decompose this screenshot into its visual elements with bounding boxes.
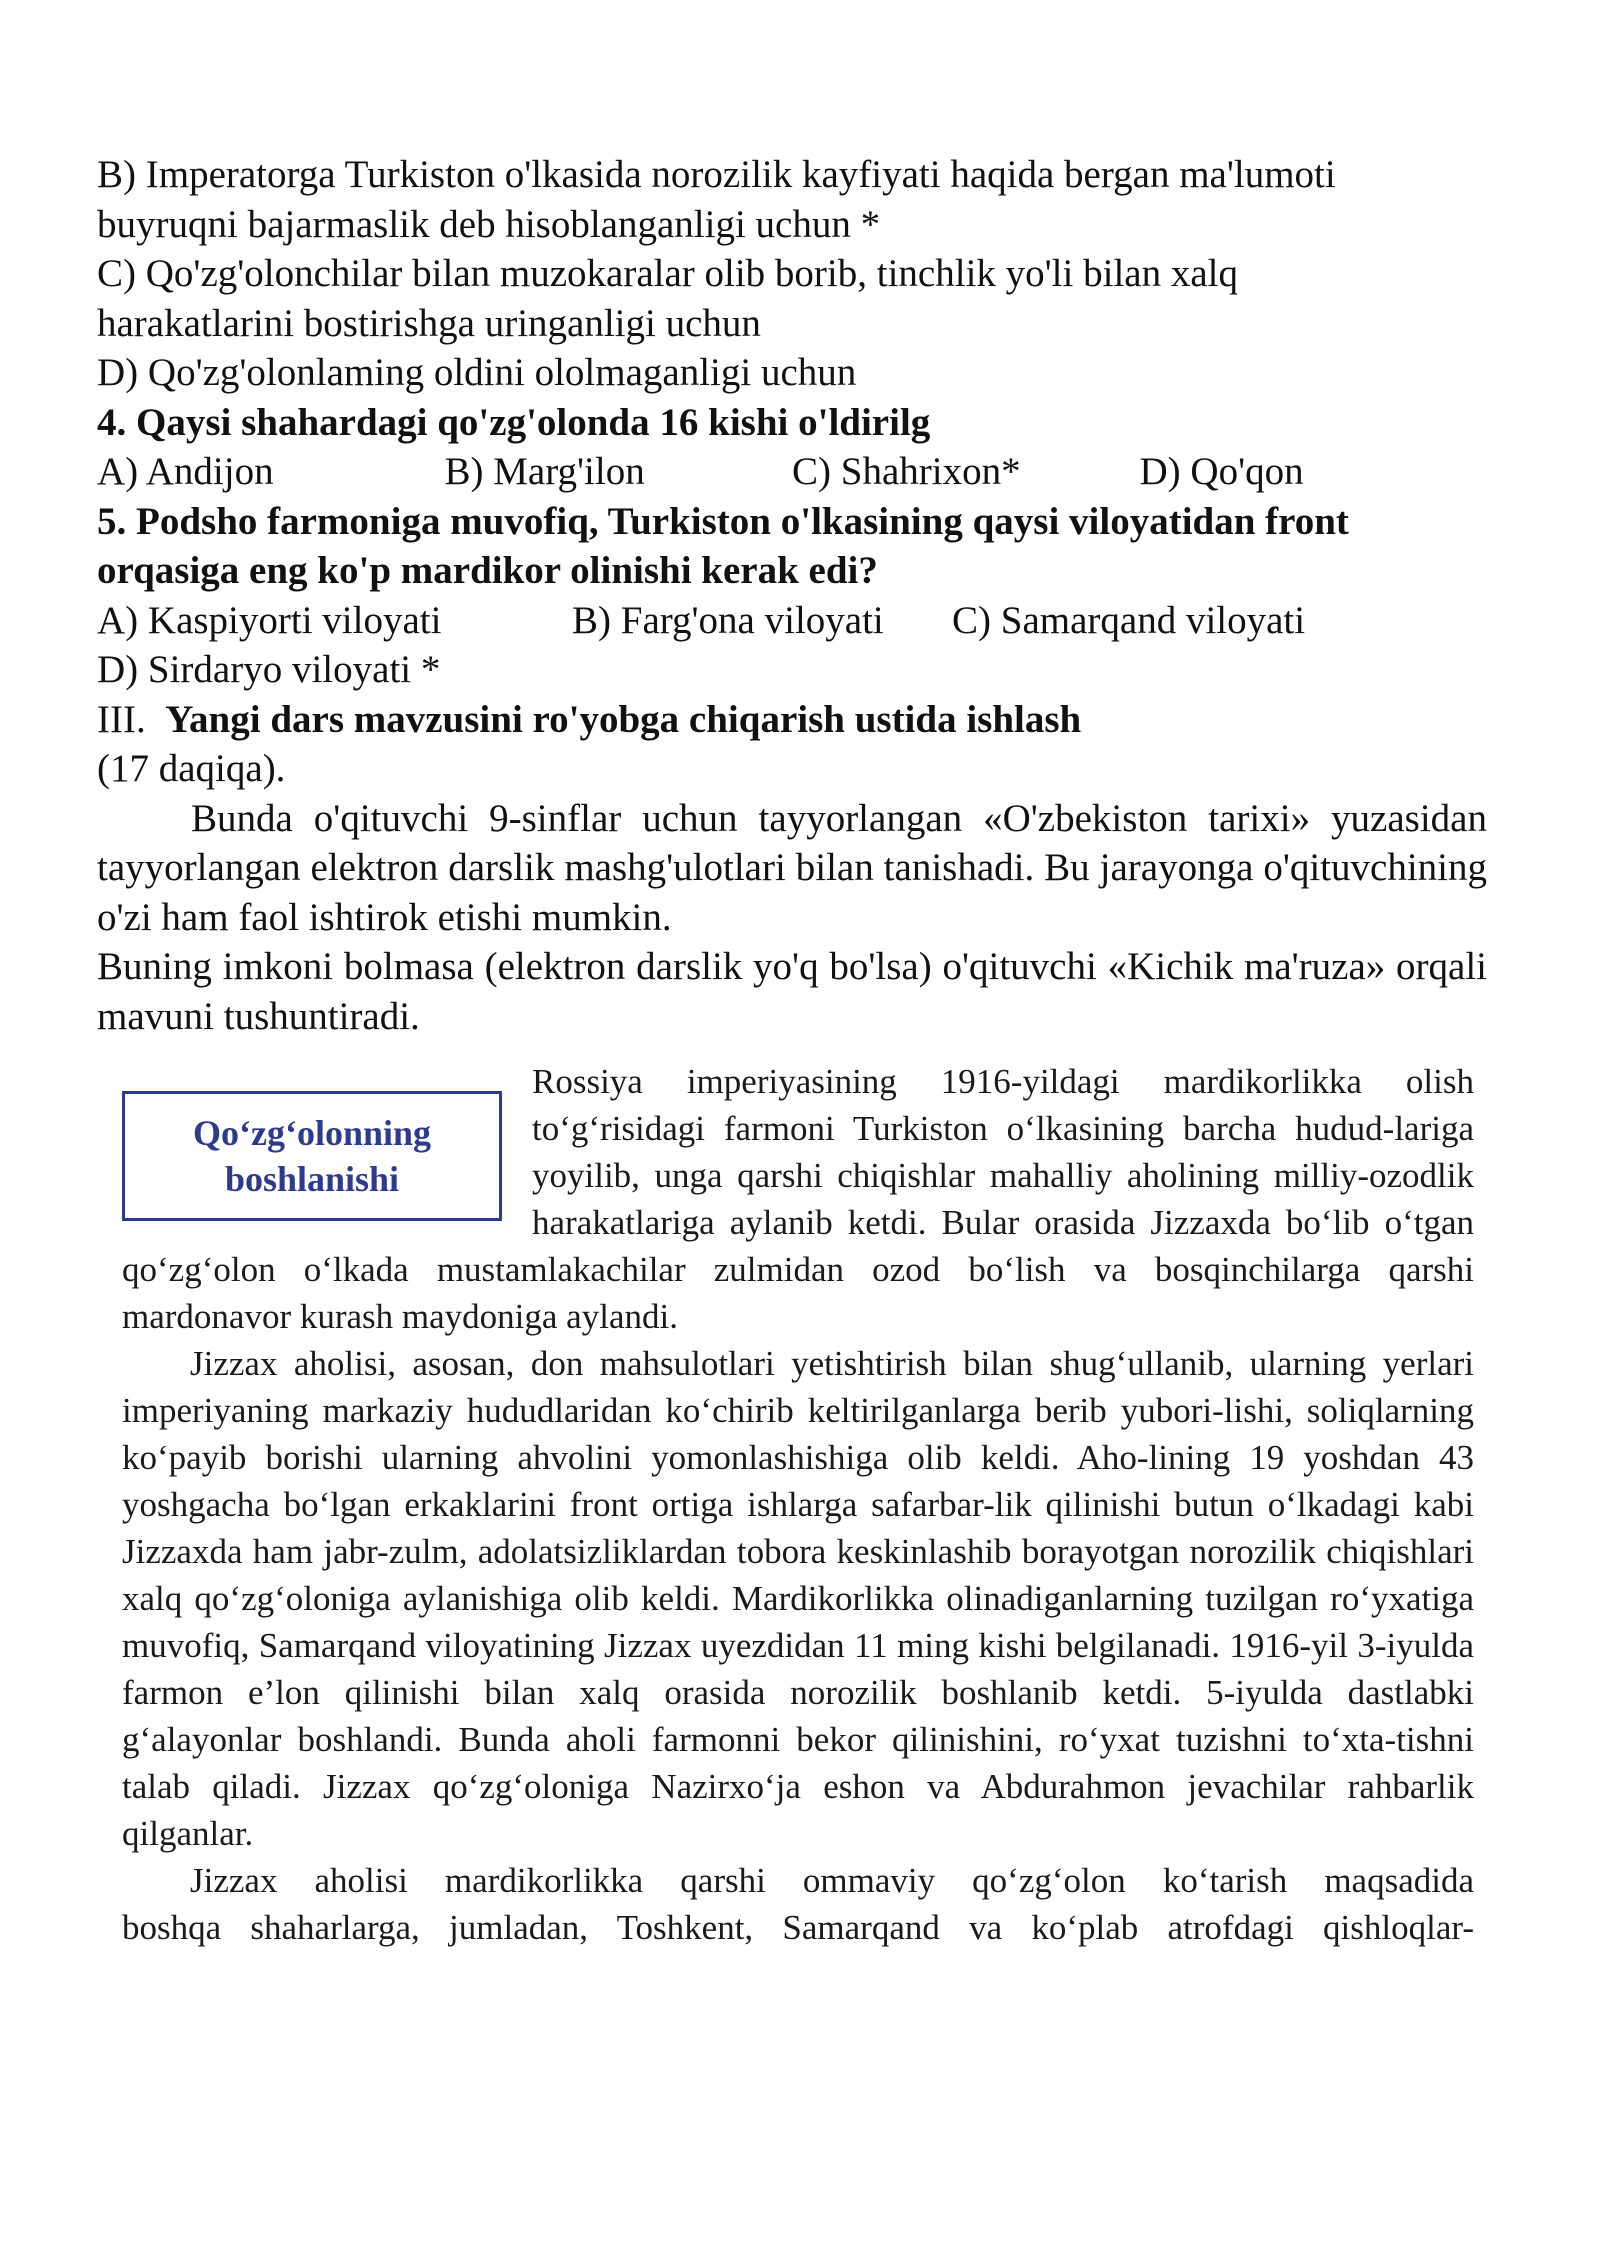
q4-option-a: A) Andijon xyxy=(97,450,274,493)
question-4-options xyxy=(97,447,1487,497)
question-5-options xyxy=(97,596,1487,646)
question-5-line2: orqasiga eng ko'p mardikor olinishi kerak edi? xyxy=(97,549,878,592)
q5-option-c: C) Samarqand viloyati xyxy=(952,598,1306,642)
section-time: (17 daqiqa). xyxy=(97,747,286,790)
q3-option-b-line2: buyruqni bajarmaslik deb hisoblanganligi uchun * xyxy=(97,202,881,246)
q5-option-a: A) Kaspiyorti viloyati xyxy=(97,598,442,642)
q5-option-d: D) Sirdaryo viloyati * xyxy=(97,648,441,691)
textbook-paragraph-1: Rossiya imperiyasining 1916-yildagi mardikorlikka olish to‘g‘risidagi farmoni Turkiston o‘lkasining barcha hudud-lariga yoyilib, unga qarshi chiqishlar mahalliy aholining milliy-ozodlik harakatlariga aylanib ketdi. Bular orasida Jizzaxda bo‘lib o‘tgan qo‘zg‘olon o‘lkada mustamlakachilar zulmidan ozod bo‘lish va bosqinchilarga qarshi mardonavor kurash maydoniga aylandi. xyxy=(122,1062,1474,1336)
textbook-excerpt xyxy=(122,1058,1474,1951)
textbook-paragraph-2: Jizzax aholisi, asosan, don mahsulotlari yetishtirish bilan shug‘ullanib, ularning yerlari imperiyaning markaziy hududlaridan ko‘chirib keltirilganlarga berib yubori-lishi, soliqlarning ko‘payib borishi ularning ahvolini yomonlashishiga olib keldi. Aho-lining 19 yoshdan 43 yoshgacha bo‘lgan erkaklarini front ortiga ishlarga safarbar-lik qilinishi butun o‘lkadagi kabi Jizzaxda ham jabr-zulm, adolatsizliklardan tobora keskinlashib borayotgan norozilik chiqishlari xalq qo‘zg‘oloniga aylanishiga olib keldi. Mardikorlikka olinadiganlarning tuzilgan ro‘yxatiga muvofiq, Samarqand viloyatining Jizzax uyezdidan 11 ming kishi belgilanadi. 1916-yil 3-iyulda farmon e’lon qilinishi bilan xalq orasida norozilik boshlanib ketdi. 5-iyulda dastlabki g‘alayonlar boshlandi. Bunda aholi farmonni bekor qilinishini, ro‘yxat tuzishni to‘xta-tishni talab qiladi. Jizzax qo‘zg‘oloniga Nazirxo‘ja eshon va Abdurahmon jevachilar rahbarlik qilganlar. xyxy=(122,1344,1474,1853)
topic-title-line2: boshlanishi xyxy=(224,1159,400,1199)
textbook-paragraph-3-line1: Jizzax aholisi mardikorlikka qarshi ommaviy qo‘zg‘olon ko‘tarish maqsadida xyxy=(190,1861,1474,1900)
q4-option-c: C) Shahrixon* xyxy=(792,450,1021,493)
section-title: Yangi dars mavzusini ro'yobga chiqarish ustida ishlash xyxy=(165,697,1082,741)
q3-option-b-line1: B) Imperatorga Turkiston o'lkasida norozilik kayfiyati haqida bergan ma'lumoti xyxy=(97,153,1336,196)
q4-option-d: D) Qo'qon xyxy=(1139,450,1304,493)
topic-title-box xyxy=(122,1091,502,1221)
q3-option-c-line1: C) Qo'zg'olonchilar bilan muzokaralar olib borib, tinchlik yo'li bilan xalq xyxy=(97,252,1238,295)
topic-title-line1: Qo‘zg‘olonning xyxy=(192,1113,432,1153)
teacher-guide xyxy=(97,150,1487,1041)
q5-option-b: B) Farg'ona viloyati xyxy=(572,598,884,642)
section-paragraph-1: Bunda o'qituvchi 9-sinflar uchun tayyorlangan «O'zbekiston tarixi» yuzasidan tayyorlangan elektron darslik mashg'ulotlari bilan tanishadi. Bu jarayonga o'qituvchining o'zi ham faol ishtirok etishi mumkin. xyxy=(97,796,1487,939)
textbook-paragraph-3-line2: boshqa shaharlarga, jumladan, Toshkent, Samarqand va ko‘plab atrofdagi qishloqlar- xyxy=(122,1908,1474,1947)
question-4: 4. Qaysi shahardagi qo'zg'olonda 16 kishi o'ldirilg xyxy=(97,400,931,444)
q4-option-b: B) Marg'ilon xyxy=(444,450,645,493)
question-5-line1: 5. Podsho farmoniga muvofiq, Turkiston o'lkasining qaysi viloyatidan front xyxy=(97,499,1349,543)
q3-option-c-line2: harakatlarini bostirishga uringanligi uchun xyxy=(97,301,761,345)
section-number: III. xyxy=(97,697,146,741)
section-paragraph-2: Buning imkoni bolmasa (elektron darslik yo'q bo'lsa) o'qituvchi «Kichik ma'ruza» orqali mavuni tushuntiradi. xyxy=(97,945,1487,1038)
q3-option-d: D) Qo'zg'olonlaming oldini ololmaganligi uchun xyxy=(97,351,857,394)
section-heading xyxy=(97,695,1487,745)
